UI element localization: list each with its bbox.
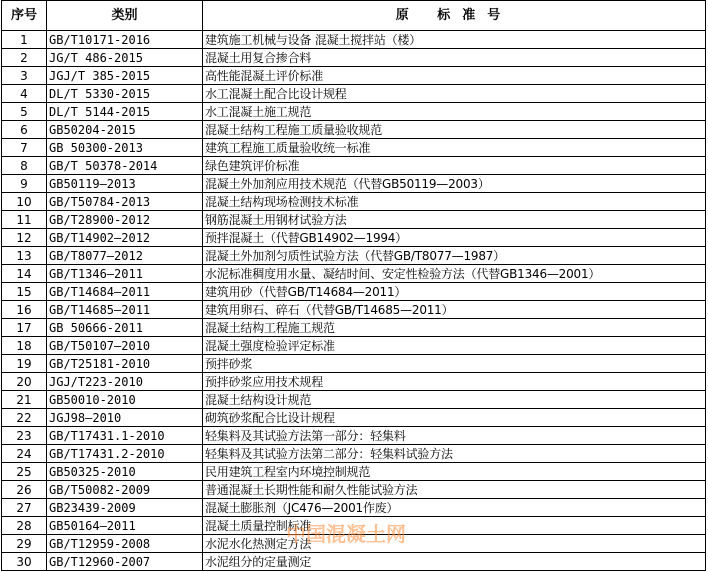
row-standard-code: GB/T12960-2007 — [47, 553, 203, 571]
row-index: 14 — [2, 265, 47, 283]
row-standard-name: 混凝土质量控制标准 — [203, 517, 706, 535]
row-standard-name: 水泥标准稠度用水量、凝结时间、安定性检验方法（代替GB1346—2001） — [203, 265, 706, 283]
row-standard-code: GB/T50107—2010 — [47, 337, 203, 355]
row-index: 15 — [2, 283, 47, 301]
row-index: 25 — [2, 463, 47, 481]
row-index: 7 — [2, 139, 47, 157]
table-row — [2, 157, 706, 175]
row-standard-code: GB 50300-2013 — [47, 139, 203, 157]
row-standard-name: 混凝土结构工程施工质量验收规范 — [203, 121, 706, 139]
table-row — [2, 121, 706, 139]
table-row — [2, 535, 706, 553]
row-standard-name: 混凝土外加剂应用技术规范（代替GB50119—2003） — [203, 175, 706, 193]
row-standard-name: 水泥组分的定量测定 — [203, 553, 706, 571]
row-standard-code: JGJ98—2010 — [47, 409, 203, 427]
header-row — [2, 1, 706, 31]
row-standard-name: 混凝土强度检验评定标准 — [203, 337, 706, 355]
row-standard-name: 混凝土外加剂匀质性试验方法（代替GB/T8077—1987） — [203, 247, 706, 265]
row-standard-code: JG/T 486-2015 — [47, 49, 203, 67]
standards-table — [1, 0, 706, 571]
row-standard-name: 混凝土结构现场检测技术标准 — [203, 193, 706, 211]
table-row — [2, 517, 706, 535]
row-standard-code: GB50325-2010 — [47, 463, 203, 481]
row-index: 4 — [2, 85, 47, 103]
table-row — [2, 337, 706, 355]
table-row — [2, 445, 706, 463]
table-row — [2, 499, 706, 517]
row-standard-name: 建筑施工机械与设备 混凝土搅拌站（楼） — [203, 31, 706, 49]
table-row — [2, 265, 706, 283]
table-row — [2, 553, 706, 571]
row-standard-name: 轻集料及其试验方法第二部分：轻集料试验方法 — [203, 445, 706, 463]
row-index: 10 — [2, 193, 47, 211]
table-row — [2, 481, 706, 499]
row-standard-code: JGJ/T 385-2015 — [47, 67, 203, 85]
table-body — [2, 31, 706, 571]
row-index: 16 — [2, 301, 47, 319]
header-standard-name: 原 标准号 — [203, 1, 706, 31]
row-standard-name: 建筑用卵石、碎石（代替GB/T14685—2011） — [203, 301, 706, 319]
row-standard-name: 混凝土用复合掺合料 — [203, 49, 706, 67]
row-standard-name: 建筑用砂（代替GB/T14684—2011） — [203, 283, 706, 301]
row-standard-code: GB50204-2015 — [47, 121, 203, 139]
row-standard-code: GB 50666-2011 — [47, 319, 203, 337]
row-index: 17 — [2, 319, 47, 337]
row-index: 28 — [2, 517, 47, 535]
row-index: 11 — [2, 211, 47, 229]
row-index: 24 — [2, 445, 47, 463]
row-standard-code: GB50010-2010 — [47, 391, 203, 409]
row-index: 18 — [2, 337, 47, 355]
row-standard-code: GB/T8077—2012 — [47, 247, 203, 265]
row-standard-name: 水泥水化热测定方法 — [203, 535, 706, 553]
row-standard-code: GB50119—2013 — [47, 175, 203, 193]
table-row — [2, 427, 706, 445]
row-index: 20 — [2, 373, 47, 391]
table-row — [2, 85, 706, 103]
table-row — [2, 31, 706, 49]
row-standard-code: GB/T14902—2012 — [47, 229, 203, 247]
row-index: 12 — [2, 229, 47, 247]
row-standard-code: GB/T1346—2011 — [47, 265, 203, 283]
row-index: 3 — [2, 67, 47, 85]
row-standard-code: DL/T 5144-2015 — [47, 103, 203, 121]
row-index: 22 — [2, 409, 47, 427]
row-index: 29 — [2, 535, 47, 553]
row-standard-code: GB/T50082-2009 — [47, 481, 203, 499]
row-index: 23 — [2, 427, 47, 445]
row-index: 13 — [2, 247, 47, 265]
row-standard-code: GB23439-2009 — [47, 499, 203, 517]
row-standard-code: GB/T12959-2008 — [47, 535, 203, 553]
row-standard-code: GB50164—2011 — [47, 517, 203, 535]
row-standard-name: 水工混凝土配合比设计规程 — [203, 85, 706, 103]
row-standard-code: GB/T14685—2011 — [47, 301, 203, 319]
header-index: 序号 — [2, 1, 47, 31]
row-index: 19 — [2, 355, 47, 373]
row-standard-name: 混凝土膨胀剂（JC476—2001作废） — [203, 499, 706, 517]
row-index: 2 — [2, 49, 47, 67]
table-row — [2, 67, 706, 85]
table-row — [2, 301, 706, 319]
row-index: 30 — [2, 553, 47, 571]
row-standard-code: JGJ/T223-2010 — [47, 373, 203, 391]
row-standard-code: GB/T50784-2013 — [47, 193, 203, 211]
row-standard-code: GB/T25181-2010 — [47, 355, 203, 373]
row-standard-code: GB/T28900-2012 — [47, 211, 203, 229]
row-index: 26 — [2, 481, 47, 499]
row-index: 1 — [2, 31, 47, 49]
row-standard-code: DL/T 5330-2015 — [47, 85, 203, 103]
row-standard-name: 民用建筑工程室内环境控制规范 — [203, 463, 706, 481]
row-index: 6 — [2, 121, 47, 139]
table-row — [2, 229, 706, 247]
row-standard-name: 混凝土结构设计规范 — [203, 391, 706, 409]
table-row — [2, 283, 706, 301]
table-row — [2, 373, 706, 391]
table-row — [2, 103, 706, 121]
row-standard-name: 预拌混凝土（代替GB14902—1994） — [203, 229, 706, 247]
row-index: 27 — [2, 499, 47, 517]
row-standard-name: 普通混凝土长期性能和耐久性能试验方法 — [203, 481, 706, 499]
row-standard-name: 水工混凝土施工规范 — [203, 103, 706, 121]
row-standard-name: 预拌砂浆应用技术规程 — [203, 373, 706, 391]
table-row — [2, 409, 706, 427]
header-category: 类别 — [47, 1, 203, 31]
row-standard-code: GB/T14684—2011 — [47, 283, 203, 301]
table-row — [2, 193, 706, 211]
row-standard-code: GB/T17431.2-2010 — [47, 445, 203, 463]
table-row — [2, 175, 706, 193]
row-standard-name: 轻集料及其试验方法第一部分：轻集料 — [203, 427, 706, 445]
table-row — [2, 355, 706, 373]
row-standard-name: 混凝土结构工程施工规范 — [203, 319, 706, 337]
row-index: 21 — [2, 391, 47, 409]
row-standard-name: 高性能混凝土评价标准 — [203, 67, 706, 85]
row-index: 5 — [2, 103, 47, 121]
row-standard-name: 预拌砂浆 — [203, 355, 706, 373]
row-standard-code: GB/T 50378-2014 — [47, 157, 203, 175]
table-row — [2, 391, 706, 409]
table-row — [2, 49, 706, 67]
row-standard-name: 砌筑砂浆配合比设计规程 — [203, 409, 706, 427]
row-standard-code: GB/T10171-2016 — [47, 31, 203, 49]
row-index: 8 — [2, 157, 47, 175]
table-row — [2, 211, 706, 229]
table-row — [2, 319, 706, 337]
row-index: 9 — [2, 175, 47, 193]
table-header — [2, 1, 706, 31]
table-row — [2, 247, 706, 265]
row-standard-code: GB/T17431.1-2010 — [47, 427, 203, 445]
row-standard-name: 钢筋混凝土用钢材试验方法 — [203, 211, 706, 229]
row-standard-name: 绿色建筑评价标准 — [203, 157, 706, 175]
table-row — [2, 139, 706, 157]
table-row — [2, 463, 706, 481]
row-standard-name: 建筑工程施工质量验收统一标准 — [203, 139, 706, 157]
watermark-logo: 中国混凝土网 — [286, 522, 406, 546]
